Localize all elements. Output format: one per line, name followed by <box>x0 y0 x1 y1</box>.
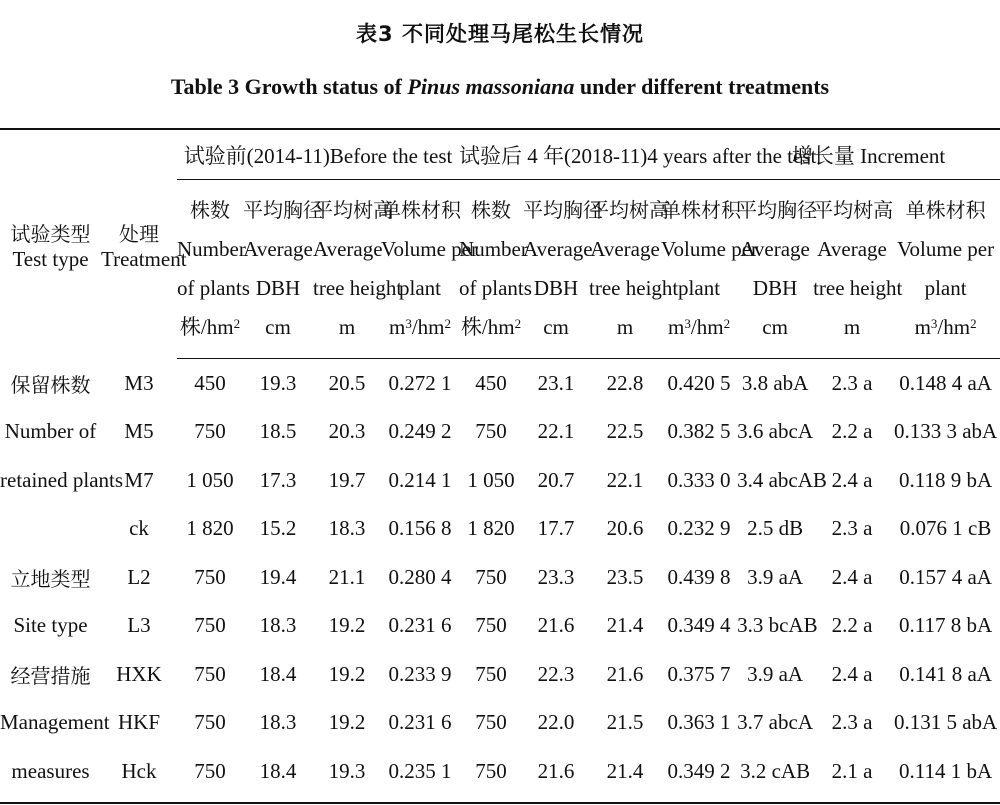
before-plants-cell: 750 <box>194 758 226 783</box>
table-row <box>0 505 1000 554</box>
before-volume-header: 单株材积 Volume per plant $m^3/hm^2$ <box>381 180 459 359</box>
before-volume-cell: 0.272 1 <box>388 370 452 395</box>
after-dbh-cell: 20.7 <box>537 467 575 492</box>
inc-volume-cell: 0.117 8 bA <box>899 613 993 638</box>
before-volume-cell: 0.235 1 <box>388 758 452 783</box>
inc-dbh-cell: 3.6 abcA <box>737 419 813 444</box>
table-row <box>0 553 1000 602</box>
after-dbh-cell: 17.7 <box>537 516 575 541</box>
inc-height-cell: 2.2 a <box>831 419 873 444</box>
after-dbh-cell: 22.3 <box>537 661 575 686</box>
treatment-cell: HXK <box>116 661 162 686</box>
test-type-cell: 立地类型 <box>10 566 91 591</box>
before-volume-cell: 0.156 8 <box>388 516 452 541</box>
group-before: 试验前(2014-11)Before the test <box>177 131 459 180</box>
after-volume-cell: 0.439 8 <box>667 564 731 589</box>
after-dbh-header: 平均胸径 Average DBH cm <box>523 180 589 359</box>
test-type-cell: 保留株数 <box>10 372 91 397</box>
before-plants-cell: 750 <box>194 661 226 686</box>
before-plants-cell: 750 <box>194 613 226 638</box>
after-plants-cell: 750 <box>475 661 507 686</box>
treatment-cell: L3 <box>127 613 151 638</box>
treatment-cell: M7 <box>124 467 154 492</box>
title-en-species: Pinus massoniana <box>407 74 575 99</box>
treatment-header: 处理 Treatment <box>101 221 187 271</box>
treatment-cell: M3 <box>124 370 154 395</box>
group-after: 试验后 4 年(2018-11)4 years after the test <box>459 131 737 180</box>
before-volume-cell: 0.280 4 <box>388 564 452 589</box>
before-dbh-cell: 18.4 <box>259 661 297 686</box>
treatment-cell: L2 <box>127 564 151 589</box>
inc-volume-header: 单株材积 Volume per plant $m^3/hm^2$ <box>891 180 1000 359</box>
after-plants-cell: 450 <box>475 370 507 395</box>
before-volume-cell: 0.231 6 <box>388 613 452 638</box>
before-volume-cell: 0.233 9 <box>388 661 452 686</box>
table-row <box>0 408 1000 457</box>
after-dbh-cell: 21.6 <box>537 613 575 638</box>
inc-height-cell: 2.3 a <box>831 370 873 395</box>
after-height-cell: 22.1 <box>606 467 644 492</box>
inc-height-cell: 2.2 a <box>831 613 873 638</box>
before-volume-cell: 0.214 1 <box>388 467 452 492</box>
after-height-cell: 22.8 <box>606 370 644 395</box>
before-height-cell: 19.2 <box>328 710 366 735</box>
after-height-header: 平均树高 Average tree height m <box>589 180 661 359</box>
inc-dbh-header: 平均胸径 Average DBH cm <box>737 180 813 359</box>
inc-volume-cell: 0.114 1 bA <box>899 758 993 783</box>
table-row <box>0 602 1000 651</box>
inc-volume-cell: 0.133 3 abA <box>893 419 998 444</box>
inc-volume-cell: 0.157 4 aA <box>899 564 992 589</box>
after-height-cell: 21.6 <box>606 661 644 686</box>
table-row <box>0 699 1000 748</box>
inc-height-cell: 2.4 a <box>831 661 873 686</box>
before-volume-cell: 0.249 2 <box>388 419 452 444</box>
after-volume-cell: 0.349 4 <box>667 613 731 638</box>
inc-volume-cell: 0.118 9 bA <box>899 467 993 492</box>
inc-volume-cell: 0.076 1 cB <box>899 516 992 541</box>
before-height-cell: 18.3 <box>328 516 366 541</box>
inc-volume-cell: 0.148 4 aA <box>899 370 992 395</box>
after-height-cell: 21.5 <box>606 710 644 735</box>
after-plants-cell: 750 <box>475 758 507 783</box>
before-height-cell: 20.5 <box>328 370 366 395</box>
before-height-cell: 21.1 <box>328 564 366 589</box>
before-plants-header: 株数 Number of plants 株$/hm^2$ <box>177 180 243 359</box>
table-title-cn: 表3 不同处理马尾松生长情况 <box>356 22 644 46</box>
before-plants-cell: 750 <box>194 419 226 444</box>
inc-dbh-cell: 3.2 cAB <box>740 758 811 783</box>
table-body <box>0 359 1000 796</box>
after-height-cell: 20.6 <box>606 516 644 541</box>
before-plants-cell: 1 050 <box>186 467 234 492</box>
after-height-cell: 23.5 <box>606 564 644 589</box>
treatment-cell: Hck <box>121 758 157 783</box>
test-type-cell: retained plants <box>0 467 124 492</box>
before-dbh-cell: 18.4 <box>259 758 297 783</box>
title-en-prefix: Table 3 Growth status of <box>170 74 408 99</box>
before-height-cell: 19.2 <box>328 661 366 686</box>
table-row <box>0 359 1000 408</box>
after-plants-cell: 1 820 <box>467 516 515 541</box>
treatment-cell: ck <box>129 516 149 541</box>
after-height-cell: 21.4 <box>606 758 644 783</box>
before-height-cell: 19.2 <box>328 613 366 638</box>
before-plants-cell: 750 <box>194 710 226 735</box>
after-volume-cell: 0.375 7 <box>667 661 731 686</box>
test-type-cell: Site type <box>13 613 88 638</box>
test-type-cell: Number of <box>4 419 97 444</box>
group-header-row <box>0 131 1000 180</box>
before-dbh-header: 平均胸径 Average DBH cm <box>243 180 313 359</box>
after-volume-cell: 0.363 1 <box>667 710 731 735</box>
inc-dbh-cell: 3.9 aA <box>747 564 804 589</box>
after-volume-header: 单株材积 Volume per plant $m^3/hm^2$ <box>661 180 737 359</box>
after-plants-cell: 750 <box>475 419 507 444</box>
after-height-cell: 21.4 <box>606 613 644 638</box>
test-type-cell <box>0 505 101 554</box>
title-en-suffix: under different treatments <box>574 74 830 99</box>
group-increment: 增长量 Increment <box>737 131 1000 180</box>
inc-dbh-cell: 3.4 abcAB <box>737 467 827 492</box>
before-height-cell: 19.3 <box>328 758 366 783</box>
inc-dbh-cell: 3.9 aA <box>747 661 804 686</box>
after-plants-cell: 1 050 <box>467 467 515 492</box>
inc-dbh-cell: 3.8 abA <box>741 370 809 395</box>
before-height-cell: 19.7 <box>328 467 366 492</box>
table-top-rule <box>0 128 1000 130</box>
after-plants-header: 株数 Number of plants 株$/hm^2$ <box>459 180 523 359</box>
after-volume-cell: 0.382 5 <box>667 419 731 444</box>
before-dbh-cell: 18.3 <box>259 613 297 638</box>
before-plants-cell: 1 820 <box>186 516 234 541</box>
inc-volume-cell: 0.131 5 abA <box>893 710 998 735</box>
test-type-cell: Management <box>0 710 110 735</box>
test-type-cell: measures <box>11 758 90 783</box>
after-volume-cell: 0.232 9 <box>667 516 731 541</box>
inc-height-cell: 2.4 a <box>831 564 873 589</box>
inc-dbh-cell: 3.7 abcA <box>737 710 813 735</box>
after-height-cell: 22.5 <box>606 419 644 444</box>
after-plants-cell: 750 <box>475 710 507 735</box>
after-plants-cell: 750 <box>475 564 507 589</box>
before-height-header: 平均树高 Average tree height m <box>313 180 381 359</box>
inc-height-cell: 2.3 a <box>831 516 873 541</box>
growth-table <box>0 131 1000 796</box>
inc-dbh-cell: 2.5 dB <box>747 516 804 541</box>
table-bottom-rule <box>0 802 1000 804</box>
after-volume-cell: 0.420 5 <box>667 370 731 395</box>
table-title-en <box>0 74 1000 100</box>
before-dbh-cell: 19.4 <box>259 564 297 589</box>
treatment-cell: M5 <box>124 419 154 444</box>
after-dbh-cell: 23.1 <box>537 370 575 395</box>
after-dbh-cell: 22.1 <box>537 419 575 444</box>
before-volume-cell: 0.231 6 <box>388 710 452 735</box>
test-type-header: 试验类型 Test type <box>10 221 91 271</box>
before-dbh-cell: 19.3 <box>259 370 297 395</box>
inc-height-cell: 2.4 a <box>831 467 873 492</box>
inc-height-header: 平均树高 Average tree height m <box>813 180 891 359</box>
inc-height-cell: 2.3 a <box>831 710 873 735</box>
test-type-cell: 经营措施 <box>10 663 91 688</box>
inc-dbh-cell: 3.3 bcAB <box>737 613 818 638</box>
before-height-cell: 20.3 <box>328 419 366 444</box>
table-row <box>0 456 1000 505</box>
before-dbh-cell: 15.2 <box>259 516 297 541</box>
before-plants-cell: 450 <box>194 370 226 395</box>
before-plants-cell: 750 <box>194 564 226 589</box>
after-volume-cell: 0.349 2 <box>667 758 731 783</box>
table-row <box>0 747 1000 796</box>
after-volume-cell: 0.333 0 <box>667 467 731 492</box>
before-dbh-cell: 18.5 <box>259 419 297 444</box>
after-dbh-cell: 22.0 <box>537 710 575 735</box>
before-dbh-cell: 17.3 <box>259 467 297 492</box>
inc-height-cell: 2.1 a <box>831 758 873 783</box>
after-dbh-cell: 21.6 <box>537 758 575 783</box>
after-plants-cell: 750 <box>475 613 507 638</box>
inc-volume-cell: 0.141 8 aA <box>899 661 992 686</box>
table-row <box>0 650 1000 699</box>
treatment-cell: HKF <box>117 710 160 735</box>
after-dbh-cell: 23.3 <box>537 564 575 589</box>
before-dbh-cell: 18.3 <box>259 710 297 735</box>
